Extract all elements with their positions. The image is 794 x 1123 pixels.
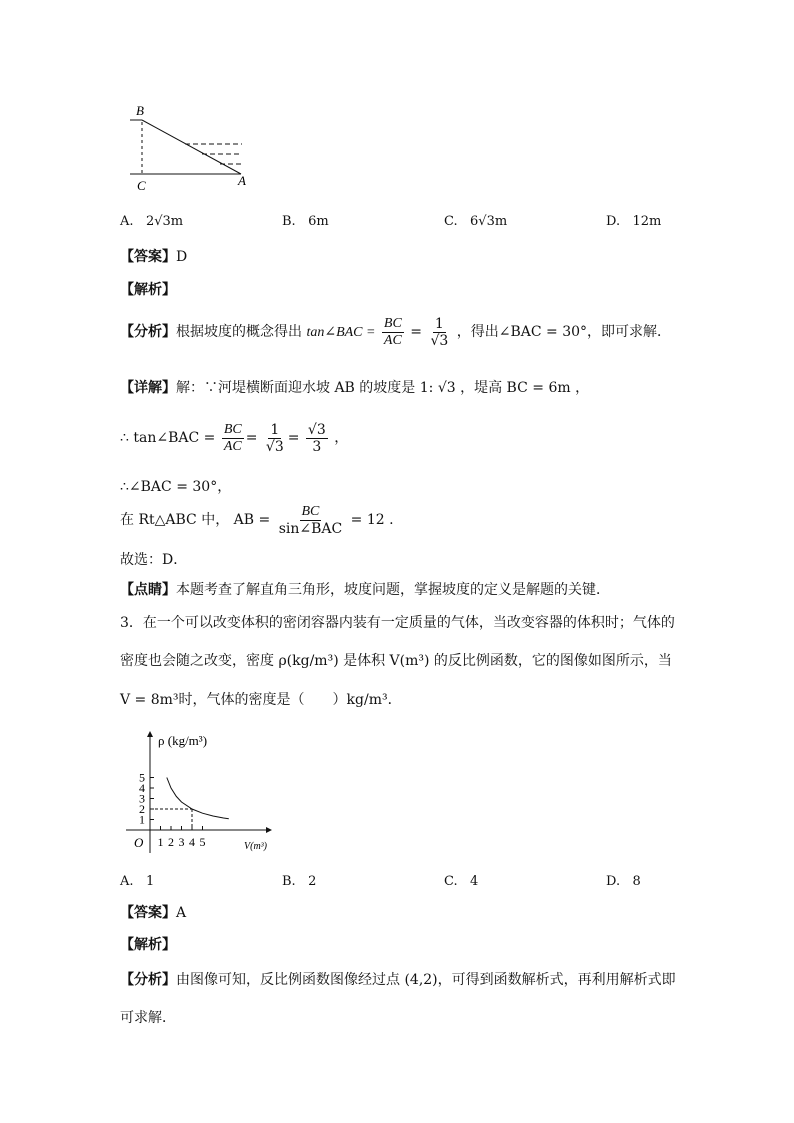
detail-text: 解：∵河堤横断面迎水坡 AB 的坡度是 1: √3 ，堤高 BC = 6m ，: [176, 380, 590, 396]
comment-text: 本题考查了解直角三角形，坡度问题，掌握坡度的定义是解题的关键．: [176, 582, 610, 598]
x-axis-label: V(m³): [244, 841, 267, 852]
q3-stem-line3: V = 8m³时，气体的密度是（ ）kg/m³．: [120, 692, 402, 708]
x-tick-label: 5: [199, 835, 206, 849]
comment-tag: 【点睛】: [120, 582, 176, 598]
q3-option-d[interactable]: [606, 872, 641, 892]
detail-tag: 【详解】: [120, 380, 176, 396]
x-tick-label: 1: [157, 835, 164, 849]
option-text: 8: [632, 874, 641, 889]
fraction: $\frac{BC}{\text{sin∠BAC}}$: [278, 503, 343, 537]
fenxi-text: 根据坡度的概念得出: [176, 324, 302, 340]
q2-option-a[interactable]: [120, 212, 183, 232]
q3-option-c[interactable]: [444, 872, 478, 892]
option-key: A.: [120, 874, 134, 889]
q2-detail-line1: [120, 378, 589, 398]
y-axis-label: ρ (kg/m³): [158, 733, 208, 748]
density-volume-chart: [120, 725, 290, 860]
fraction: $\frac{1}{√3}$: [430, 315, 449, 349]
detail-eq-prefix: 在 Rt△ABC 中， AB =: [120, 512, 271, 528]
option-key: A.: [120, 214, 134, 229]
triangle-figure: [120, 100, 260, 195]
q3-analysis-tag: 【解析】: [120, 937, 176, 953]
q3-stem-line2: 密度也会随之改变，密度 ρ(kg/m³) 是体积 V(m³) 的反比例函数，它的图像如图所示，当: [120, 653, 672, 669]
label-a: A: [238, 173, 246, 188]
q2-answer: [120, 247, 187, 267]
y-tick-label: 4: [139, 781, 145, 795]
y-axis-arrow: [147, 731, 153, 737]
option-key: C.: [444, 214, 458, 229]
label-c: C: [137, 178, 146, 193]
option-text: 12m: [632, 214, 662, 229]
answer-value: A: [176, 905, 187, 921]
origin-label: O: [134, 835, 144, 850]
x-tick-label: 4: [189, 835, 195, 849]
y-tick-label: 3: [139, 791, 145, 806]
label-b: B: [136, 103, 144, 118]
y-tick-label: 1: [139, 812, 145, 827]
q3-fenxi-line2: 可求解．: [120, 1010, 176, 1026]
answer-value: D: [176, 249, 188, 265]
fenxi-text: 由图像可知，反比例函数图像经过点 (4,2)，可得到函数解析式，再利用解析式即: [176, 972, 676, 988]
q2-option-d[interactable]: [606, 212, 661, 232]
q3-stem-line1: 3．在一个可以改变体积的密闭容器内装有一定质量的气体，当改变容器的体积时；气体的: [120, 615, 675, 631]
q3-answer: [120, 903, 186, 923]
q2-comment: [120, 580, 610, 600]
y-tick-label: 5: [139, 770, 145, 785]
answer-tag: 【答案】: [120, 249, 176, 265]
q2-fenxi: [120, 314, 671, 351]
fraction: $\frac{BC}{AC}$: [223, 421, 242, 454]
fraction: $\frac{√3}{3}$: [307, 421, 326, 455]
x-tick-label: 3: [178, 835, 185, 849]
fraction: $\frac{BC}{AC}$: [383, 315, 402, 348]
x-axis-arrow: [266, 827, 272, 833]
fenxi-eq: tan∠BAC =: [306, 325, 376, 340]
q2-detail-line5: 故选：D．: [120, 552, 188, 568]
q3-option-b[interactable]: [282, 872, 316, 892]
q2-detail-line2: ∴ tan∠BAC = $\frac{BC}{AC}$ = $\frac{1}{√3}$ = $\frac{√3}{3}$ ，: [120, 421, 349, 455]
fenxi-text-2: ，得出∠BAC = 30°，即可求解．: [456, 324, 672, 340]
q3-fenxi-line1: [120, 970, 676, 990]
option-key: B.: [282, 874, 296, 889]
option-text: 6√3m: [470, 214, 508, 229]
option-text: 1: [145, 874, 155, 889]
option-text: 4: [470, 874, 479, 889]
fenxi-tag: 【分析】: [120, 324, 176, 340]
option-key: B.: [282, 214, 296, 229]
x-tick-label: 2: [168, 835, 174, 849]
option-key: C.: [444, 874, 458, 889]
fraction: $\frac{1}{√3}$: [265, 421, 284, 455]
y-tick-label: 2: [139, 802, 145, 816]
inverse-curve: [167, 778, 229, 819]
option-text: 2√3m: [145, 214, 184, 229]
q2-detail-line3: ∴∠BAC = 30°，: [120, 479, 232, 495]
q2-detail-line4: 在 Rt△ABC 中， AB = $\frac{BC}{\text{sin∠BAC}}$ = 12 .: [120, 503, 394, 537]
option-key: D.: [606, 874, 621, 889]
q2-analysis-tag: 【解析】: [120, 282, 176, 298]
q2-option-b[interactable]: [282, 212, 329, 232]
option-text: 2: [308, 874, 317, 889]
slope-line-ab: [142, 120, 241, 174]
fenxi-tag: 【分析】: [120, 972, 176, 988]
answer-tag: 【答案】: [120, 905, 176, 921]
option-text: 6m: [308, 214, 329, 229]
detail-eq-prefix: ∴ tan∠BAC =: [120, 430, 216, 446]
equals: =: [410, 324, 422, 340]
q2-option-c[interactable]: [444, 212, 507, 232]
option-key: D.: [606, 214, 621, 229]
q3-option-a[interactable]: [120, 872, 154, 892]
